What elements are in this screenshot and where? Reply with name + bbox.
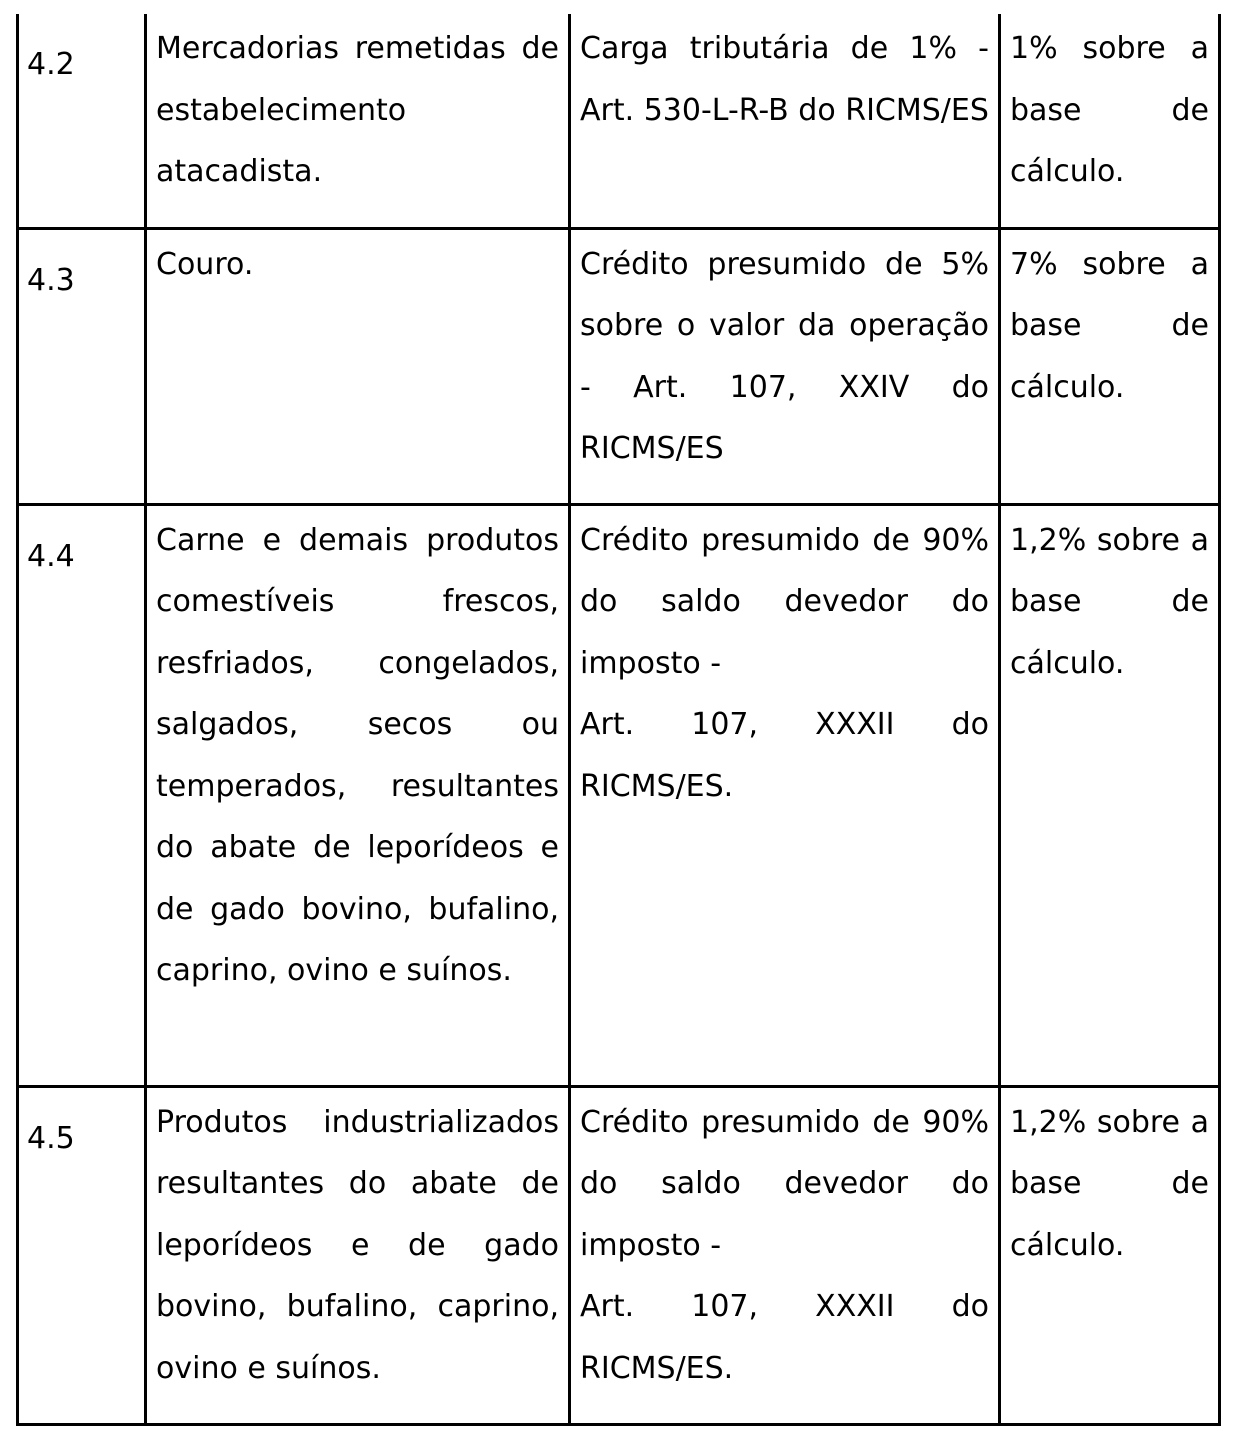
tax-rate — [1000, 1086, 1220, 1424]
tax-rate — [1000, 228, 1220, 504]
item-number: 4.4 — [18, 504, 146, 1086]
description-text: Couro. — [156, 246, 254, 282]
description-text: Produtos industrializados resultantes do abate de leporídeos e de gado bovino, bufalino, caprino, ovino e suínos. — [156, 1104, 559, 1386]
rate-text: 1,2% sobre a base de cálculo. — [1010, 522, 1209, 681]
legal-basis — [570, 1086, 1000, 1424]
item-number: 4.3 — [18, 228, 146, 504]
legal-basis — [570, 228, 1000, 504]
item-number: 4.2 — [18, 14, 146, 228]
rate-text: 1% sobre a base de cálculo. — [1010, 31, 1209, 189]
item-description — [146, 14, 570, 228]
legal-basis-text: Crédito presumido de 90% do saldo devedor do imposto - — [580, 1104, 989, 1263]
item-description — [146, 504, 570, 1086]
legal-basis-text: Crédito presumido de 5% sobre o valor da operação - Art. 107, XXIV do RICMS/ES — [580, 246, 989, 466]
tax-rate — [1000, 14, 1220, 228]
rate-text: 1,2% sobre a base de cálculo. — [1010, 1104, 1209, 1263]
legal-basis-article: Art. 107, XXXII do RICMS/ES. — [580, 1289, 989, 1386]
item-description — [146, 228, 570, 504]
table-row — [18, 1086, 1220, 1424]
item-number: 4.5 — [18, 1086, 146, 1424]
item-description — [146, 1086, 570, 1424]
description-text: Carne e demais produtos comestíveis frescos, resfriados, congelados, salgados, secos ou temperados, resultantes do abate de leporídeos e de gado bovino, bufalino, caprino, ovino e suínos. — [156, 522, 559, 988]
tax-benefits-table — [16, 14, 1221, 1426]
legal-basis — [570, 504, 1000, 1086]
rate-text: 7% sobre a base de cálculo. — [1010, 246, 1209, 405]
legal-basis-text: Crédito presumido de 90% do saldo devedor do imposto - — [580, 522, 989, 681]
legal-basis — [570, 14, 1000, 228]
tax-rate — [1000, 504, 1220, 1086]
table-row — [18, 504, 1220, 1086]
legal-basis-text: Carga tributária de 1% - Art. 530-L-R-B do RICMS/ES — [580, 31, 989, 128]
legal-basis-article: Art. 107, XXXII do RICMS/ES. — [580, 707, 989, 804]
table-row — [18, 14, 1220, 228]
description-text: Mercadorias remetidas de estabelecimento atacadista. — [156, 31, 559, 189]
table-row — [18, 228, 1220, 504]
